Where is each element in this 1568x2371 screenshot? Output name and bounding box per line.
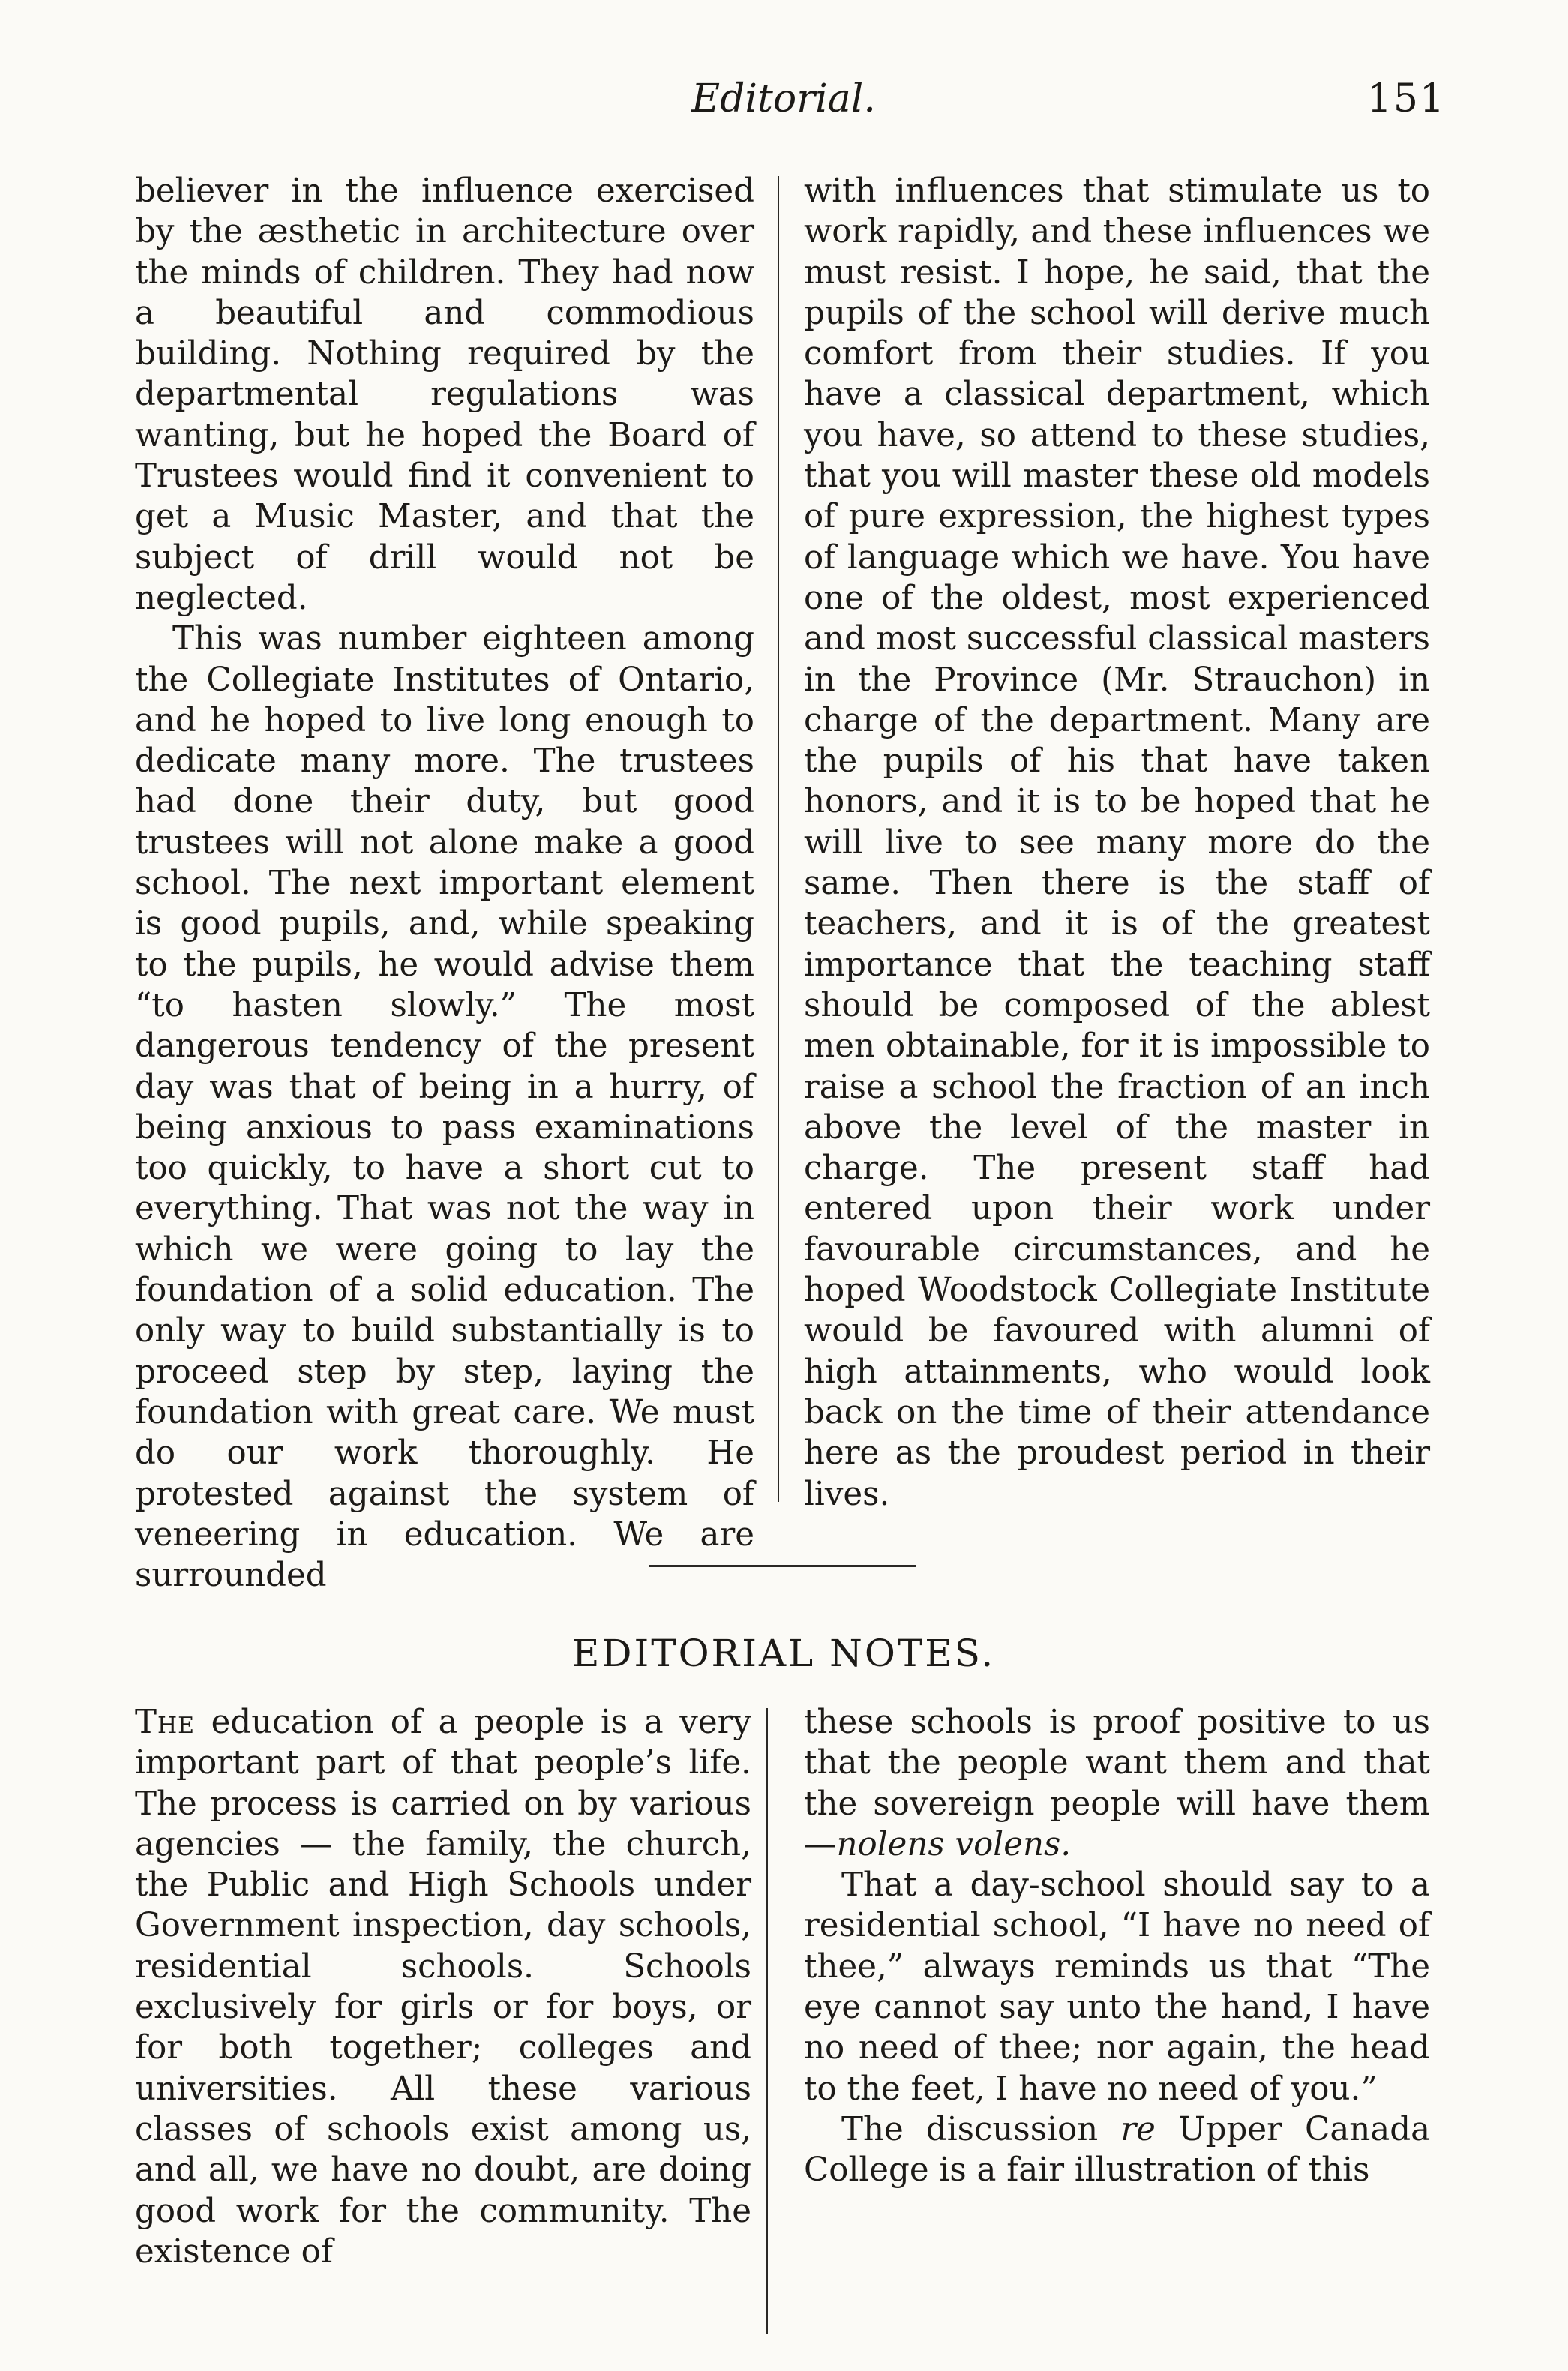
notes-right-column — [804, 1702, 1430, 2332]
notes-paragraph: That a day-school should say to a residential school, “I have no need of thee,” always reminds us that “The eye cannot say unto the hand, I have no need of thee; nor again, the head to the feet, I have no need of you.” — [804, 1866, 1430, 2108]
page-number: 151 — [1366, 76, 1446, 121]
notes-paragraph — [804, 1702, 1430, 1865]
notes-text: education of a people is a very important part of that people’s life. The process is carried on by various agencies — the family, the church, the Public and High Schools under Government inspection, day schools, residential schools. Schools exclusively for girls or for boys, or for both together; colleges and universities. All these various classes of schools exist among us, and all, we have no doubt, are doing good work for the community. The existence of — [135, 1704, 751, 2271]
lead-word: The — [135, 1704, 196, 1741]
running-title: Editorial. — [691, 76, 876, 121]
notes-paragraph — [804, 2109, 1430, 2191]
notes-text: Upper Canada College is a fair illustration of this — [804, 2110, 1431, 2190]
notes-paragraph — [135, 1702, 751, 2272]
column-divider — [766, 1708, 768, 2334]
article-right-column — [804, 171, 1430, 1513]
running-head — [0, 69, 1568, 136]
section-separator-rule — [649, 1565, 916, 1567]
latin-phrase: —nolens volens. — [804, 1825, 1072, 1863]
notes-text: these schools is proof positive to us that the people want them and that the sovereign people will have them — [804, 1704, 1430, 1823]
article-paragraph: This was number eighteen among the Collegiate Institutes of Ontario, and he hoped to live long enough to dedicate many more. The trustees had done their duty, but good trustees will not alone make a good school. The next important element is good pupils, and, while speaking to the pupils, he would advise them “to hasten slowly.” The most dangerous tendency of the present day was that of being in a hurry, of being anxious to pass examinations too quickly, to have a short cut to everything. That was not the way in which we were going to lay the foundation of a solid education. The only way to build substantially is to proceed step by step, laying the foundation with great care. We must do our work thoroughly. He protested against the system of veneering in education. We are surrounded — [135, 620, 754, 1595]
column-divider — [778, 176, 779, 1502]
section-heading: EDITORIAL NOTES. — [571, 1632, 996, 1675]
notes-text: The discussion — [841, 2110, 1121, 2148]
italic-word: re — [1120, 2110, 1156, 2148]
article-paragraph: with influences that stimulate us to work rapidly, and these influences we must resist. I hope, he said, that the pupils of the school will derive much comfort from their studies. If you have a classical department, which you have, so attend to these studies, that you will master these old models of pure expression, the highest types of language which we have. You have one of the oldest, most experienced and most successful classical masters in the Province (Mr. Strauchon) in charge of the department. Many are the pupils of his that have taken honors, and it is to be hoped that he will live to see many more do the same. Then there is the staff of teachers, and it is of the greatest importance that the teaching staff should be composed of the ablest men obtainable, for it is impossible to raise a school the fraction of an inch above the level of the master in charge. The present staff had entered upon their work under favourable circumstances, and he hoped Woodstock Collegiate Institute would be favoured with alumni of high attainments, who would look back on the time of their attendance here as the proudest period in their lives. — [804, 172, 1430, 1513]
notes-left-column — [135, 1702, 751, 2332]
article-paragraph: believer in the influence exercised by the æsthetic in architecture over the minds of children. They had now a beautiful and commodious building. Nothing required by the departmental regulations was wanting, but he hoped the Board of Trustees would find it convenient to get a Music Master, and that the subject of drill would not be neglected. — [135, 172, 754, 617]
article-left-column — [135, 171, 754, 1595]
